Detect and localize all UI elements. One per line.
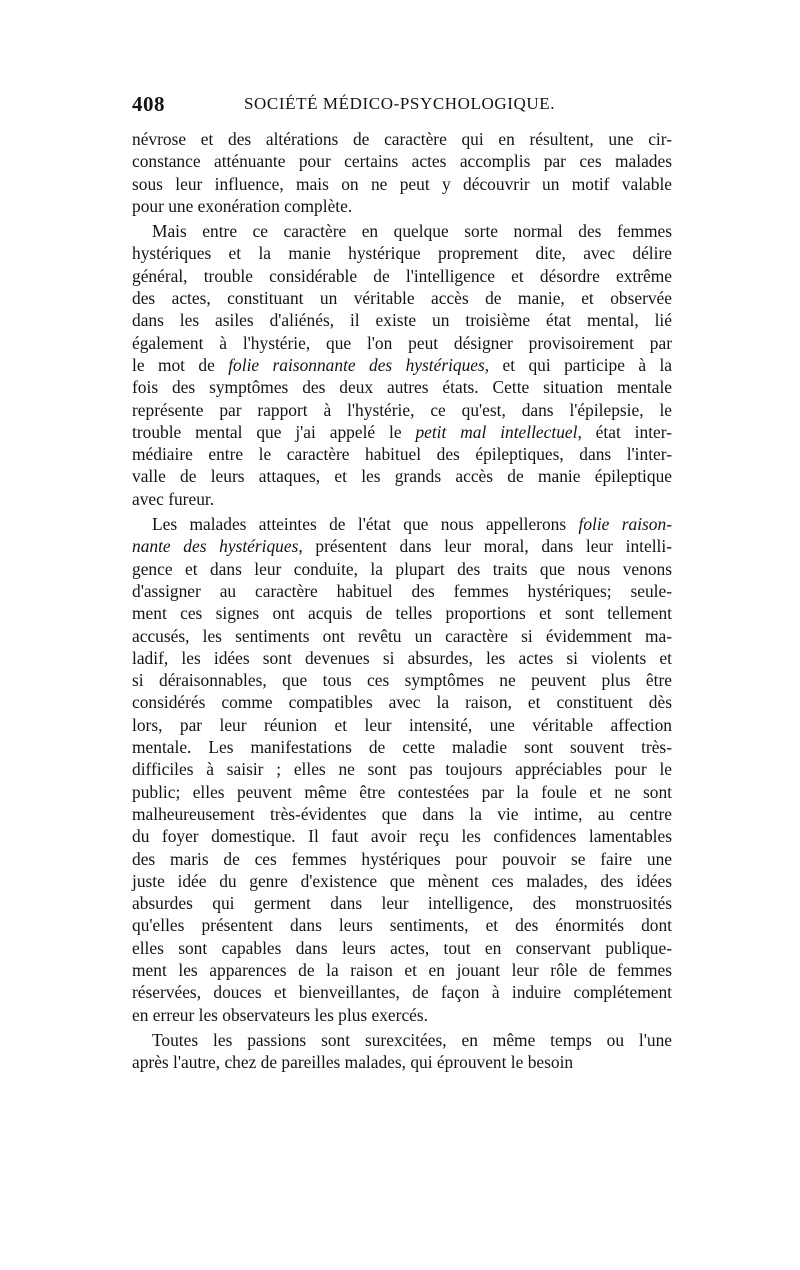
text-line: névrose et des altérations de caractère qui en résultent, une cir- [132,129,672,149]
text-line: difficiles à saisir ; elles ne sont pas toujours appréciables pour le [132,759,672,780]
text-line: avec fureur. [132,488,215,509]
text-line: sous leur influence, mais on ne peut y découvrir un motif valable [132,173,672,194]
text-line: dans les asiles d'aliénés, il existe un troisième état mental, lié [132,310,672,331]
text-line: Les malades atteintes de l'état que nous appellerons folie raison- [152,514,672,535]
text-line: Mais entre ce caractère en quelque sorte normal des femmes [152,221,672,242]
page-number: 408 [132,92,165,116]
paragraph [132,220,672,510]
text-line: lors, par leur réunion et leur intensité, une véritable affection [132,714,672,735]
text-line: fois des symptômes des deux autres états. Cette situation mentale [132,377,672,398]
paragraph [132,1029,672,1074]
text-line: hystériques et la manie hystérique proprement dite, avec délire [132,243,672,264]
text-line: réservées, douces et bienveillantes, de façon à induire complétement [132,982,672,1003]
text-line: général, trouble considérable de l'intelligence et désordre extrême [132,265,672,286]
text-line: elles sont capables dans leurs actes, tout en conservant publique- [132,937,672,958]
italic-term: folie raison- [578,514,672,535]
text-line: le mot de folie raisonnante des hystériques, et qui participe à la [132,354,672,375]
text-line: représente par rapport à l'hystérie, ce qu'est, dans l'épilepsie, le [132,399,672,420]
text-line: ladif, les idées sont devenues si absurdes, les actes si violents et [132,647,672,668]
text-line: médiaire entre le caractère habituel des épileptiques, dans l'inter- [132,444,672,465]
text-line: qu'elles présentent dans leurs sentiments, et des énormités dont [132,915,672,936]
paragraph [132,513,672,1026]
text-line: des actes, constituant un véritable accès de manie, et observée [132,288,672,309]
text-line: mentale. Les manifestations de cette maladie sont souvent très- [132,737,672,758]
italic-term: folie raisonnante des hystériques [228,354,485,375]
text-line: considérés comme compatibles avec la raison, et constituent dès [132,692,672,713]
text-line: après l'autre, chez de pareilles malades, qui éprouvent le besoin [132,1052,574,1073]
italic-term: petit mal intellectuel [415,421,578,442]
text-line: si déraisonnables, que tous ces symptômes ne peuvent plus être [132,670,672,691]
text-line: gence et dans leur conduite, la plupart des traits que nous venons [132,558,672,579]
italic-term: nante des hystériques [132,536,299,557]
text-line: trouble mental que j'ai appelé le petit mal intellectuel, état inter- [132,421,672,442]
text-line: absurdes qui germent dans leur intelligence, des monstruosités [132,893,672,914]
text-line: en erreur les observateurs les plus exercés. [132,1004,428,1025]
text-line: d'assigner au caractère habituel des femmes hystériques; seule- [132,580,672,601]
text-line: nante des hystériques, présentent dans leur moral, dans leur intelli- [132,536,672,557]
page-header [132,92,672,120]
text-line: du foyer domestique. Il faut avoir reçu les confidences lamentables [132,826,672,847]
text-line: public; elles peuvent même être contestées par la foule et ne sont [132,781,672,802]
text-line: Toutes les passions sont surexcitées, en même temps ou l'une [152,1029,672,1050]
text-line: pour une exonération complète. [132,195,353,216]
text-line: juste idée du genre d'existence que mènent ces malades, des idées [132,870,672,891]
text-line: également à l'hystérie, que l'on peut désigner provisoirement par [132,332,672,353]
text-line: ment ces signes ont acquis de telles proportions et sont tellement [132,603,672,624]
text-line: valle de leurs attaques, et les grands accès de manie épileptique [132,466,672,487]
body-text [132,128,672,1073]
text-line: constance atténuante pour certains actes accomplis par ces malades [132,151,672,172]
text-line: malheureusement très-évidentes que dans la vie intime, au centre [132,803,672,824]
text-line: ment les apparences de la raison et en jouant leur rôle de femmes [132,959,672,980]
text-line: accusés, les sentiments ont revêtu un caractère si évidemment ma- [132,625,672,646]
paragraph [132,128,672,217]
text-line: des maris de ces femmes hystériques pour pouvoir se faire une [132,848,672,869]
running-title: SOCIÉTÉ MÉDICO-PSYCHOLOGIQUE. [244,94,556,113]
